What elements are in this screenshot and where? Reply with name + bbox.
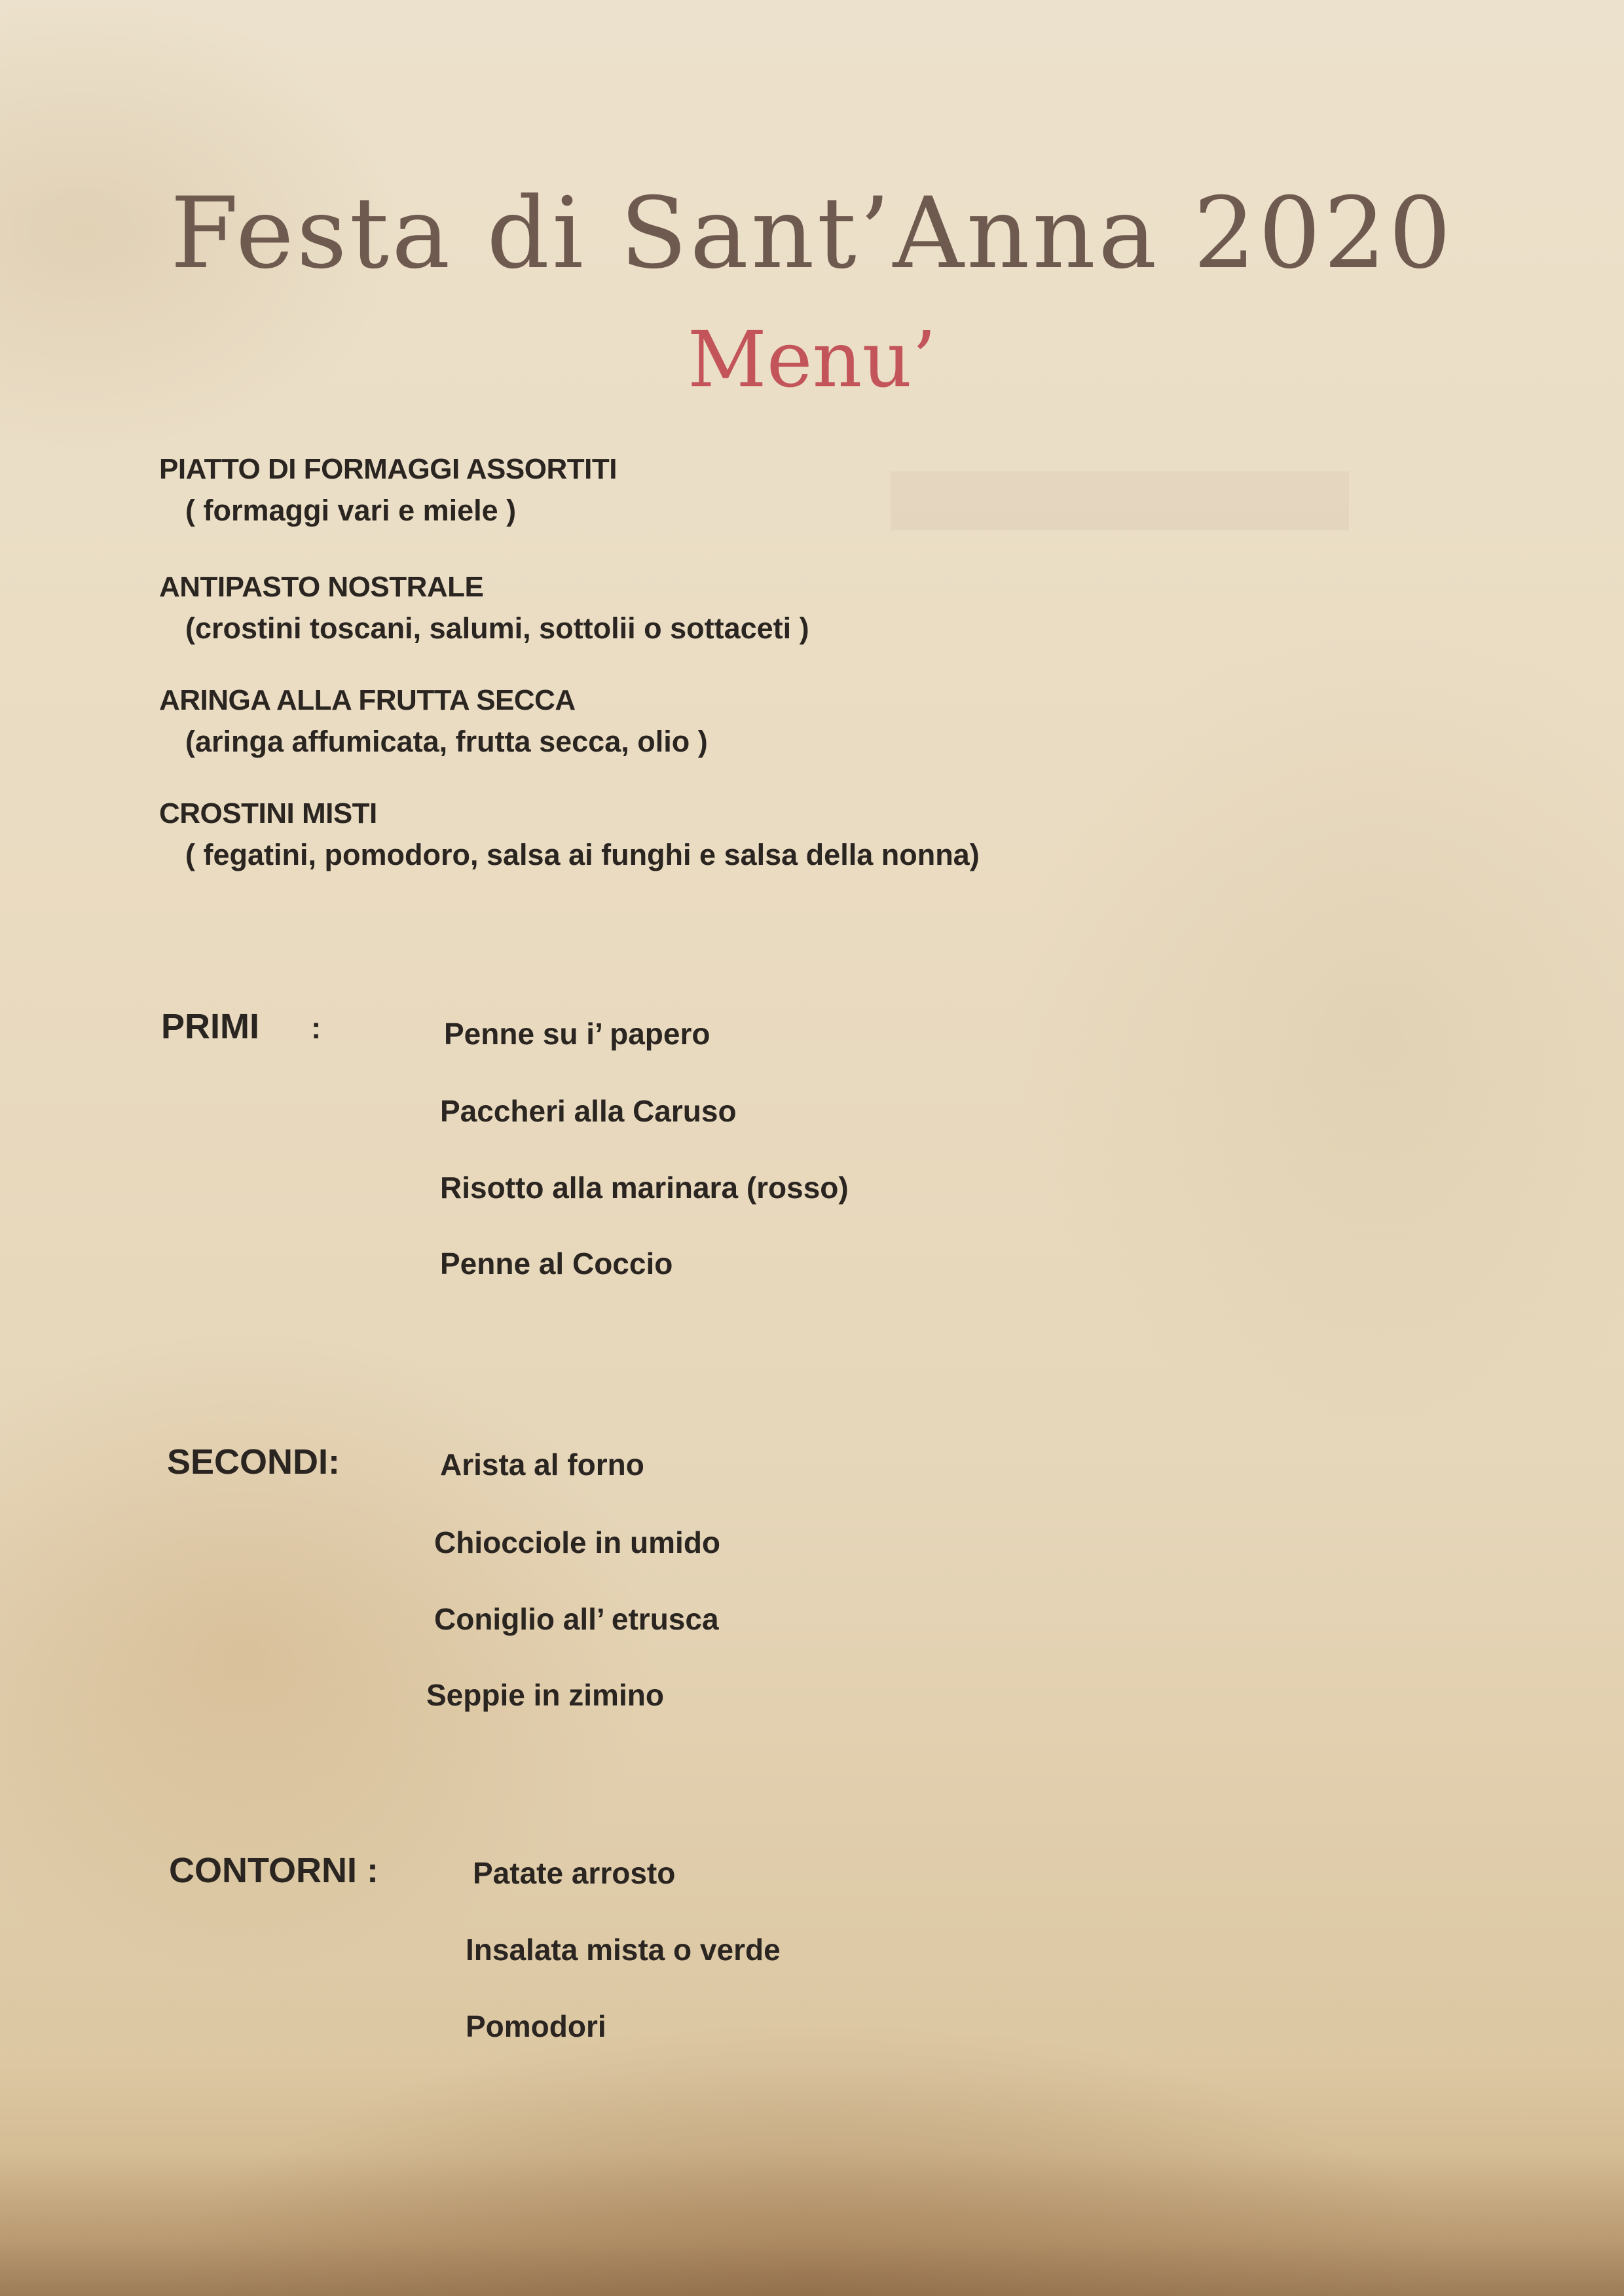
antipasto-name: PIATTO DI FORMAGGI ASSORTITI — [159, 453, 617, 485]
antipasto-name: CROSTINI MISTI — [159, 797, 377, 829]
secondi-dish: Coniglio all’ etrusca — [434, 1602, 719, 1636]
contorni-dish: Pomodori — [466, 2009, 606, 2043]
menu-subtitle: Menu’ — [687, 314, 937, 405]
secondi-label: SECONDI: — [167, 1442, 341, 1482]
antipasto-item — [159, 453, 617, 528]
antipasto-item — [159, 797, 980, 872]
primi-dish: Paccheri alla Caruso — [440, 1094, 737, 1128]
primi-separator: : — [311, 1011, 322, 1045]
secondi-dish: Seppie in zimino — [426, 1678, 664, 1712]
primi-dish: Risotto alla marinara (rosso) — [440, 1171, 849, 1205]
antipasto-description: ( fegatini, pomodoro, salsa ai funghi e salsa della nonna) — [185, 838, 980, 871]
page-title: Festa di Sant’Anna 2020 — [170, 177, 1454, 291]
antipasto-name: ANTIPASTO NOSTRALE — [159, 571, 484, 603]
contorni-dish: Insalata mista o verde — [466, 1933, 781, 1967]
antipasto-description: ( formaggi vari e miele ) — [185, 494, 517, 527]
antipasto-description: (crostini toscani, salumi, sottolii o sottaceti ) — [185, 611, 809, 645]
antipasto-item — [159, 684, 708, 759]
secondi-dish: Chiocciole in umido — [434, 1525, 721, 1559]
antipasto-description: (aringa affumicata, frutta secca, olio ) — [185, 725, 708, 758]
contorni-label: CONTORNI : — [169, 1851, 378, 1890]
primi-dish: Penne al Coccio — [440, 1247, 673, 1281]
secondi-dish: Arista al forno — [440, 1448, 644, 1482]
primi-dish: Penne su i’ papero — [444, 1017, 710, 1051]
antipasto-item — [159, 571, 809, 646]
primi-label: PRIMI — [161, 1007, 260, 1046]
antipasto-name: ARINGA ALLA FRUTTA SECCA — [159, 684, 576, 716]
contorni-dish: Patate arrosto — [473, 1856, 676, 1890]
paper-edge-shadow — [0, 2152, 1624, 2296]
